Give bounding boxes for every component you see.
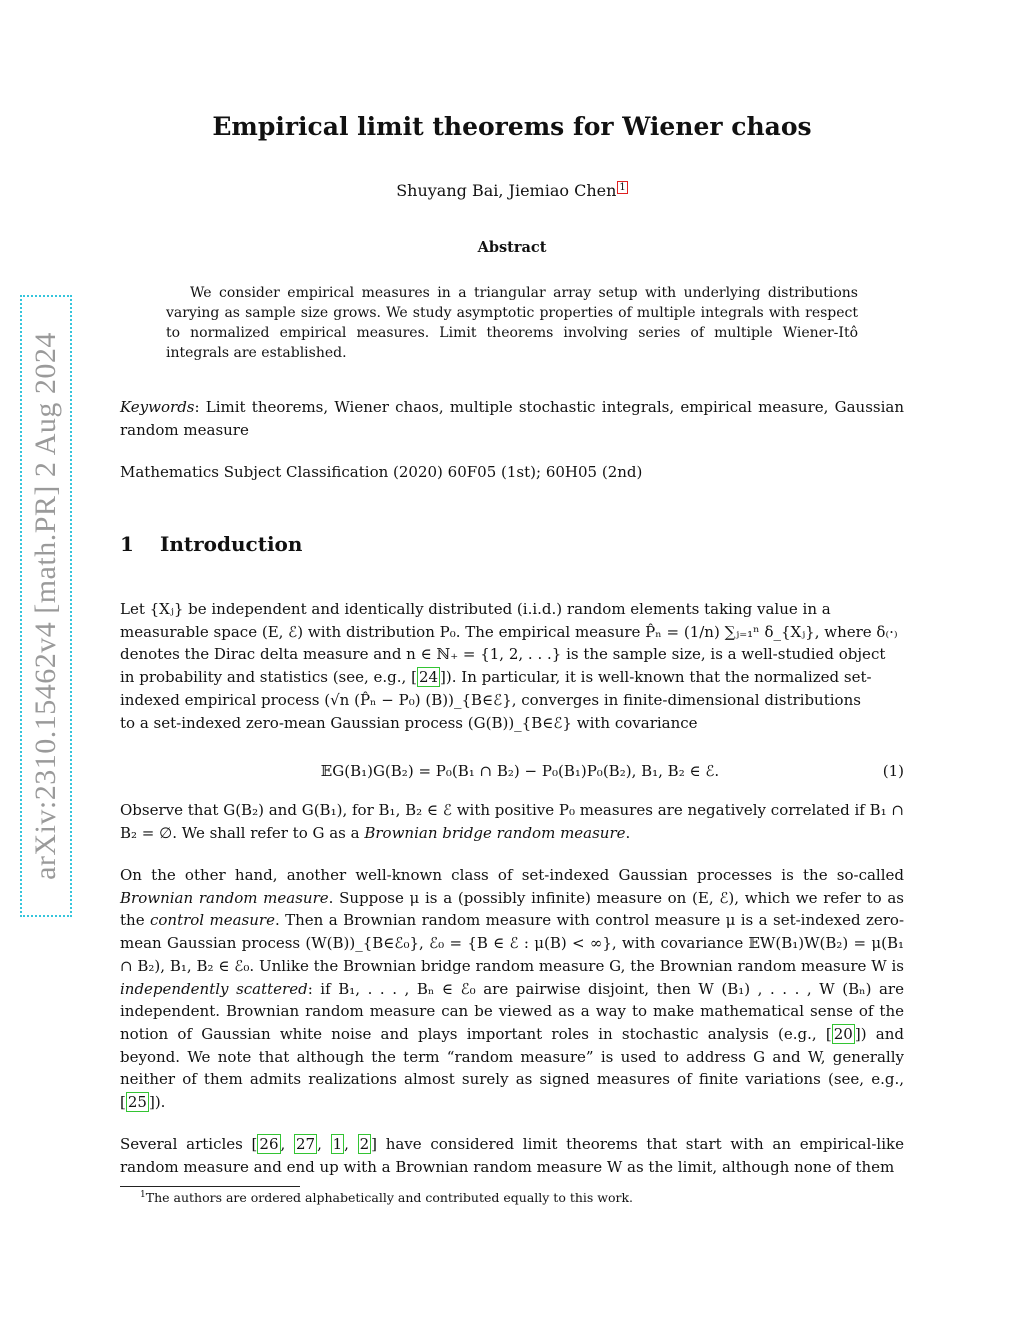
intro-p3-text: ) and beyond. We note that although the term “random measure” is used to address G and W, generally neither of them admits realizations almost surely as signed measures of finite variations (see, e.g., <box>120 1024 904 1089</box>
citation-link[interactable]: 26 <box>259 1135 279 1153</box>
footnote-divider <box>120 1186 300 1187</box>
footnote <box>140 1190 633 1205</box>
intro-paragraph-4: Several articles [ 26 , 27 , 1 , 2 ] have considered limit theorems that start with an empirical-like random measure and end up with a Brownian random measure W as the limit, although none of them <box>120 1135 904 1176</box>
citation-link[interactable]: 27 <box>295 1135 316 1153</box>
intro-p1-line: measurable space (E, ℰ) with distribution P₀. The empirical measure P̂ₙ = (1/n) ∑ⱼ₌₁ⁿ δ_{Xⱼ}, where δ₍·₎ <box>120 622 898 641</box>
intro-paragraph-1 <box>120 598 904 734</box>
intro-p3-text: . Suppose μ is a (possibly infinite) measure on (E, ℰ), which we refer to as the <box>120 888 904 930</box>
intro-p1-line: denotes the Dirac delta measure and n ∈ ℕ₊ = {1, 2, . . .} is the sample size, is a well-studied object <box>120 645 886 664</box>
intro-p3-text: : if B₁, . . . , Bₙ ∈ ℰ₀ are pairwise disjoint, then W (B₁) , . . . , W (Bₙ) are independent. Brownian random measure can be viewed as a way to make mathematical sense of the notion of Gaussian white noise and plays important roles in stochastic analysis (e.g., <box>120 979 904 1043</box>
intro-p3-text: . Then a Brownian random measure with control measure μ is a set-indexed zero-mean Gaussian process (W(B))_{B∈ℰ₀}, ℰ₀ = {B ∈ ℰ : μ(B) < ∞}, with covariance 𝔼W(B₁)W(B₂) = μ(B₁ ∩ B₂), B₁, B₂ ∈ ℰ₀. Unlike the Brownian bridge random measure G, the Brownian random measure W is <box>120 911 905 975</box>
section-heading <box>120 532 302 556</box>
intro-p3-text: ). <box>154 1093 166 1112</box>
arxiv-identifier-text: arXiv:2310.15462v4 [math.PR] 2 Aug 2024 <box>29 332 62 880</box>
equation-body: 𝔼G(B₁)G(B₂) = P₀(B₁ ∩ B₂) − P₀(B₁)P₀(B₂), B₁, B₂ ∈ ℰ. <box>320 762 720 780</box>
paper-title: Empirical limit theorems for Wiener chaos <box>212 112 812 141</box>
keywords-text: : Limit theorems, Wiener chaos, multiple stochastic integrals, empirical measure, Gaussian random measure <box>120 398 904 439</box>
citation-link[interactable]: 2 <box>359 1135 370 1153</box>
author-names: Shuyang Bai, Jiemiao Chen <box>396 181 617 200</box>
arxiv-identifier-stamp[interactable] <box>20 295 72 917</box>
abstract-text: We consider empirical measures in a triangular array setup with underlying distributions varying as sample size grows. We study asymptotic properties of multiple integrals with respect to normalized empirical measures. Limit theorems involving series of multiple Wiener-Itô integrals are established. <box>166 285 858 361</box>
footnote-text: The authors are ordered alphabetically and contributed equally to this work. <box>145 1190 634 1206</box>
intro-p3-emphasis: control measure <box>149 911 275 930</box>
intro-p2-text: Observe that G(B₂) and G(B₁), for B₁, B₂ ∈ ℰ with positive P₀ measures are negatively correlated if B₁ ∩ B₂ = ∅. We shall refer to G as a <box>120 801 904 842</box>
intro-p1-text: in probability and statistics (see, e.g., <box>120 668 412 687</box>
section-title: Introduction <box>160 532 303 556</box>
intro-p1-line: to a set-indexed zero-mean Gaussian process (G(B))_{B∈ℰ} with covariance <box>120 713 698 732</box>
abstract-heading: Abstract <box>477 239 547 256</box>
keywords-label: Keywords <box>120 398 195 416</box>
intro-p1-line: in probability and statistics (see, e.g., [ 24 ]). In particular, it is well-known that the normalized set- <box>120 668 872 687</box>
intro-p2-emphasis: Brownian bridge random measure <box>364 823 626 842</box>
section-number: 1 <box>120 532 134 556</box>
intro-p1-line: Let {Xⱼ} be independent and identically distributed (i.i.d.) random elements taking value in a <box>120 600 831 618</box>
intro-p3-text: On the other hand, another well-known class of set-indexed Gaussian processes is the so-called <box>120 866 904 884</box>
equation-number: (1) <box>882 762 904 780</box>
msc-classification: Mathematics Subject Classification (2020) 60F05 (1st); 60H05 (2nd) <box>120 463 643 481</box>
keywords <box>120 396 904 441</box>
footnote-mark: 1 <box>140 1190 146 1200</box>
author-line <box>120 181 904 200</box>
intro-p4-text: ] have considered limit theorems that start with an empirical-like random measure and end up with a Brownian random measure W as the limit, although none of them <box>120 1135 904 1176</box>
citation-link[interactable]: 20 <box>833 1024 853 1043</box>
intro-paragraph-2 <box>120 799 904 844</box>
citation-link[interactable]: 25 <box>127 1093 147 1112</box>
intro-p1-text: ). In particular, it is well-known that the normalized set- <box>445 668 872 687</box>
intro-p3-emphasis: independently scattered <box>120 979 308 998</box>
citation-link[interactable]: 1 <box>332 1135 343 1153</box>
citation-link[interactable]: 24 <box>418 668 439 687</box>
author-footnote-link[interactable]: 1 <box>619 181 626 193</box>
intro-p1-line: indexed empirical process (√n (P̂ₙ − P₀) (B))_{B∈ℰ}, converges in finite-dimensional distributions <box>120 690 861 709</box>
intro-paragraph-3: On the other hand, another well-known class of set-indexed Gaussian processes is the so-called Brownian random measure. Suppose μ is a (possibly infinite) measure on (E, ℰ), which we refer to as the control measure. Then a Brownian random measure with control measure μ is a set-indexed zero-mean Gaussian process (W(B))_{B∈ℰ₀}, ℰ₀ = {B ∈ ℰ : μ(B) < ∞}, with covariance 𝔼W(B₁)W(B₂) = μ(B₁ ∩ B₂), B₁, B₂ ∈ ℰ₀. Unlike the Brownian bridge random measure G, the Brownian random measure W is independently scattered: if B₁, . . . , Bₙ ∈ ℰ₀ are pairwise disjoint, then W (B₁) , . . . , W (Bₙ) are independent. Brownian random measure can be viewed as a way to make mathematical sense of the notion of Gaussian white noise and plays important roles in stochastic analysis (e.g., [ 20 ]) and beyond. We note that although the term “random measure” is used to address G and W, generally neither of them admits realizations almost surely as signed measures of finite variations (see, e.g., [ 25 ]). <box>120 866 905 1112</box>
intro-p3-emphasis: Brownian random measure <box>120 888 329 907</box>
intro-p4-text: Several articles [ <box>120 1135 258 1153</box>
intro-p2-text: . <box>625 823 631 842</box>
